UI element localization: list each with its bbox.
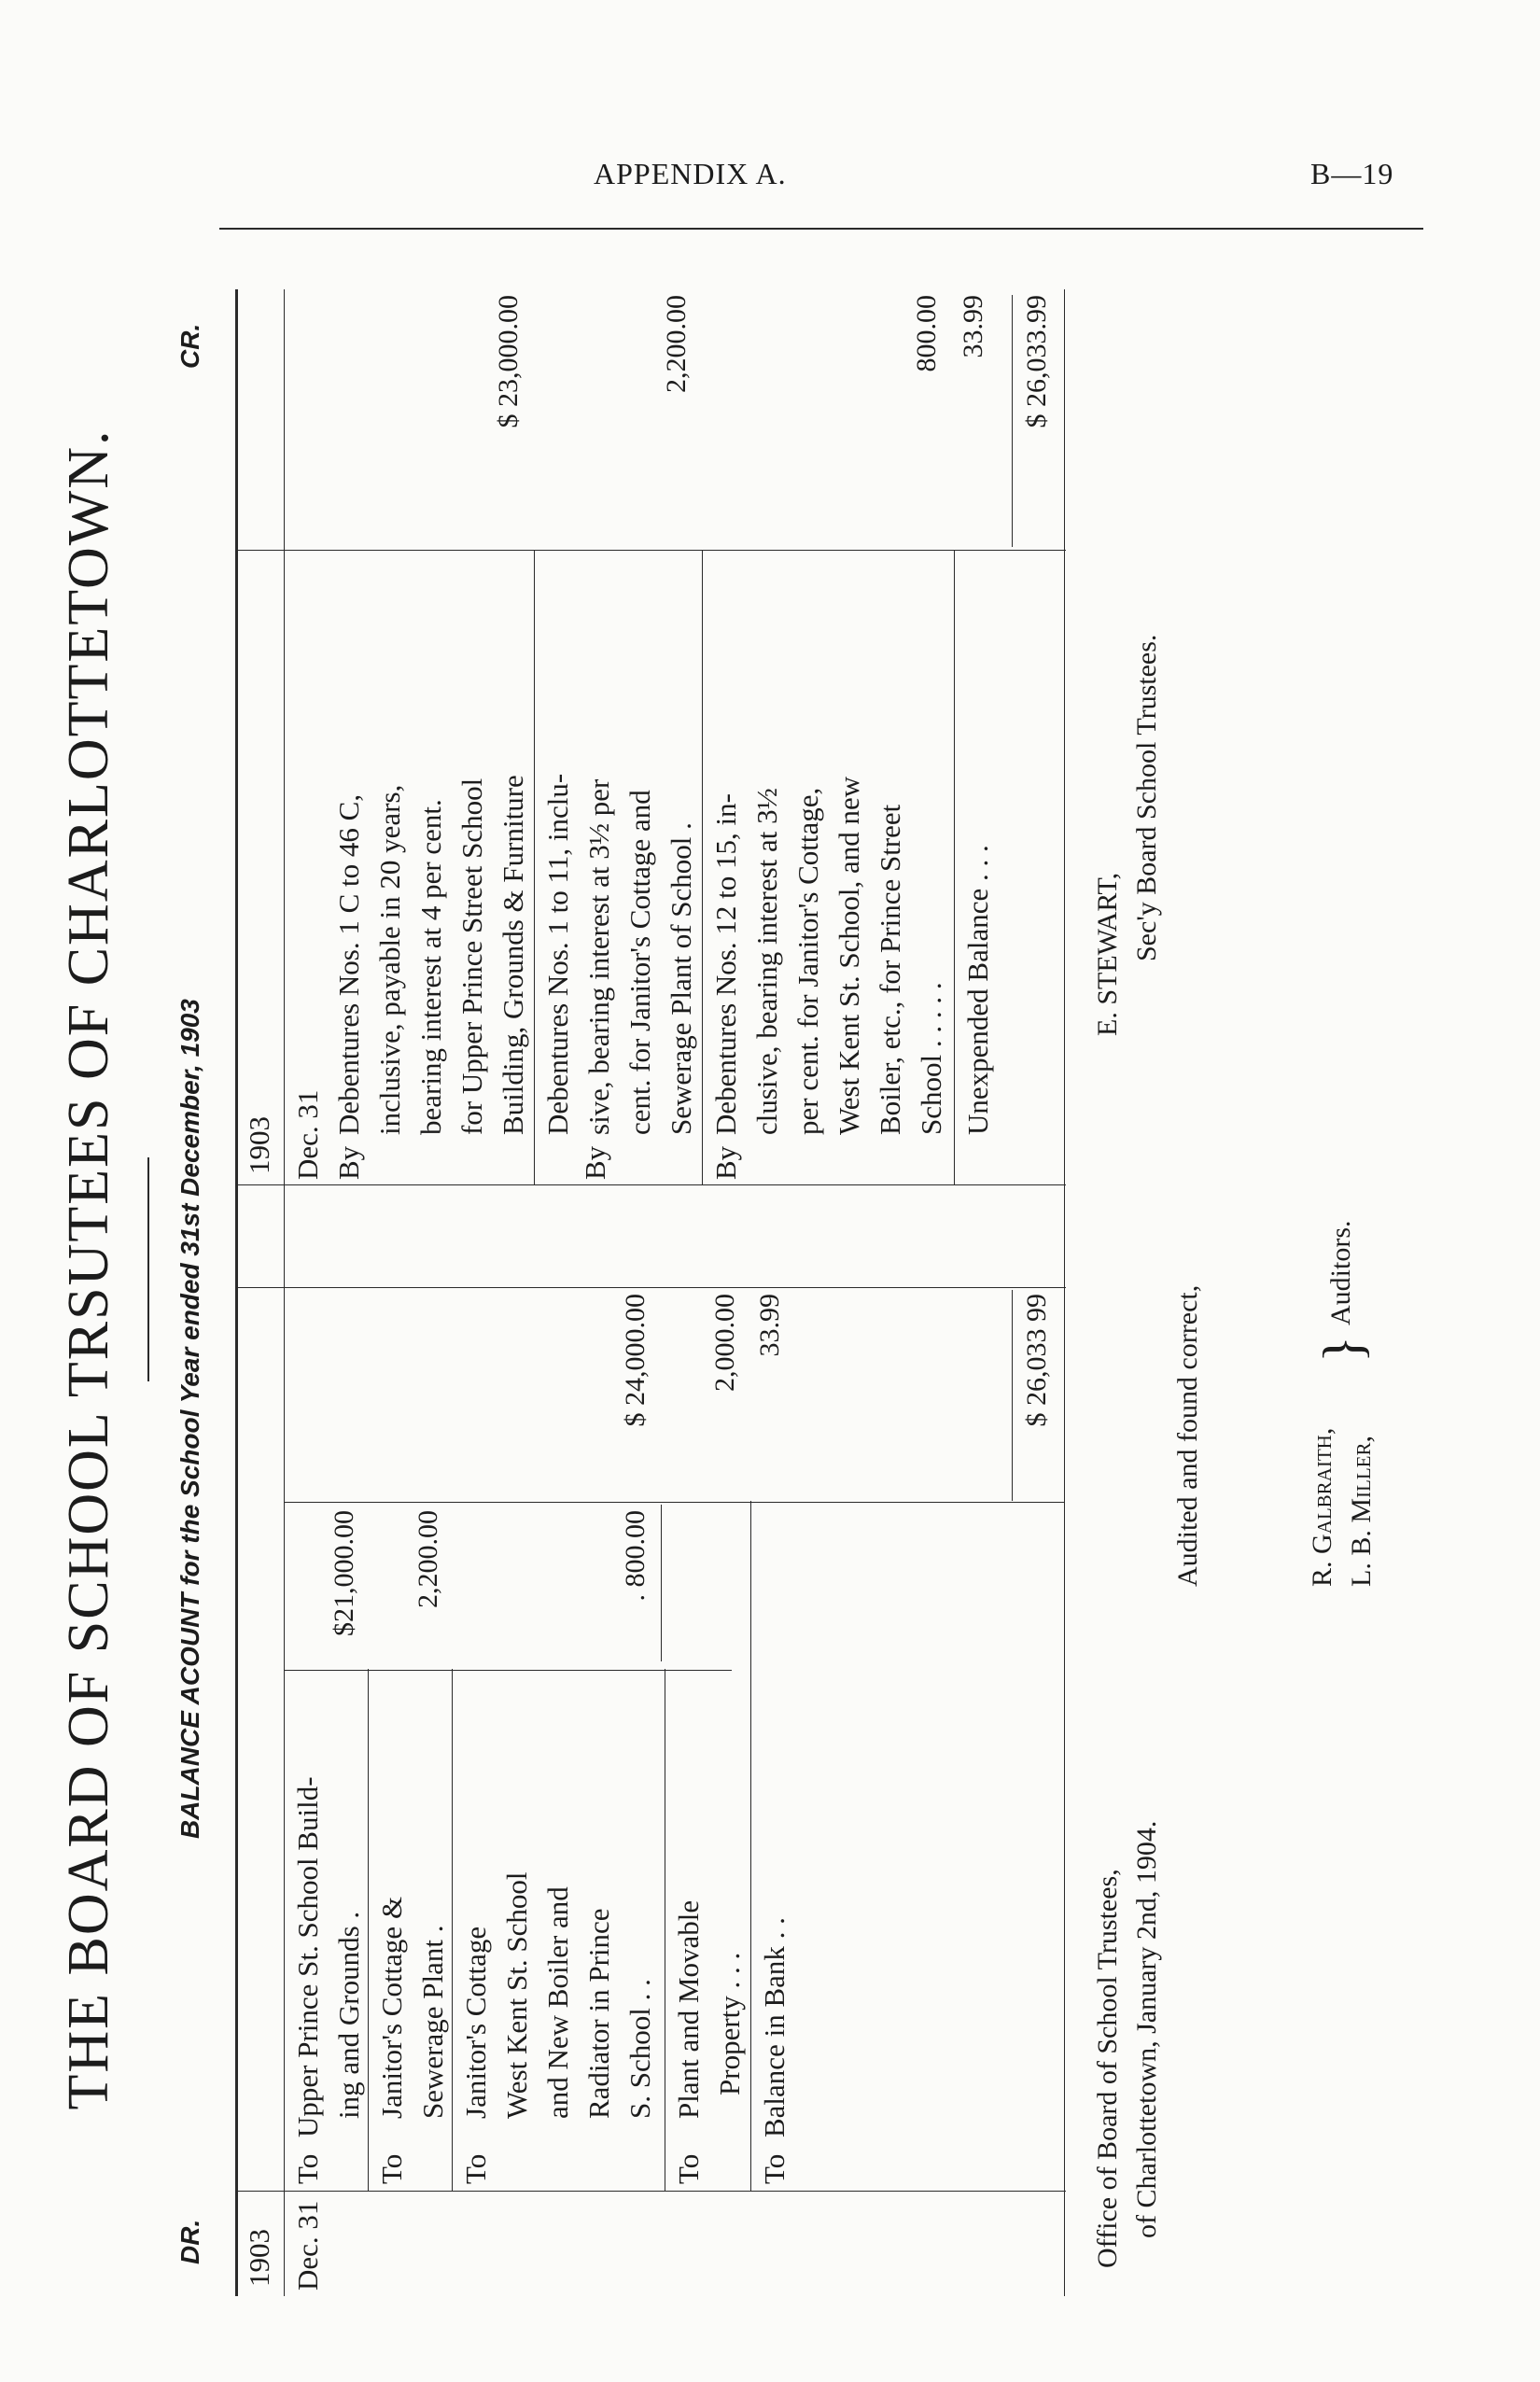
debit-entry-prefix: To <box>459 2153 492 2184</box>
center-col-rule <box>235 1287 1066 1288</box>
debit-inner-amount: $21,000.00 <box>329 1510 359 1636</box>
credit-entry-line: bearing interest at 4 per cent. <box>414 799 447 1135</box>
debit-entry-line: Upper Prince St. School Build- <box>291 1776 324 2137</box>
credit-entry-line: per cent. for Janitor's Cottage, <box>791 787 824 1135</box>
running-head-title: APPENDIX A. <box>594 157 787 190</box>
total-rule <box>1012 295 1013 547</box>
office-line-1: Office of Board of School Trustees, <box>1092 1869 1123 2268</box>
entry-divider <box>750 1501 751 2192</box>
entry-divider <box>368 1669 369 2192</box>
debit-year: 1903 <box>243 2229 275 2287</box>
subtotal-rule <box>661 1505 662 1661</box>
credit-entry-line: Debentures Nos. 12 to 15, in- <box>709 793 742 1135</box>
debit-entry-prefix: To <box>672 2153 705 2184</box>
credit-date-col-rule <box>235 1184 1066 1185</box>
credit-entry-line: Debentures Nos. 1 to 11, inclu- <box>541 773 574 1135</box>
title-divider <box>147 1157 149 1381</box>
auditors-block <box>1307 1064 1419 1587</box>
audited-note: Audited and found correct, <box>1172 1284 1203 1587</box>
entry-divider <box>452 1669 453 2192</box>
debit-entry-line: Janitor's Cottage <box>459 1926 492 2119</box>
credit-year: 1903 <box>243 1116 275 1174</box>
running-head-page: B—19 <box>1310 157 1394 190</box>
total-rule <box>1012 1290 1013 1501</box>
credit-entry-line: sive, bearing interest at 3½ per <box>582 778 615 1135</box>
debit-entry-line: Radiator in Prince <box>582 1908 615 2119</box>
office-line-2: of Charlottetown, January 2nd, 1904. <box>1131 1820 1162 2238</box>
entry-divider <box>534 551 535 1185</box>
page-title: THE BOARD OF SCHOOL TRSUTEES OF CHARLOTTETOWN. <box>57 428 120 2110</box>
credit-entry-line: clusive, bearing interest at 3½ <box>750 788 783 1135</box>
debit-date-col-rule <box>235 2191 1066 2192</box>
debit-entry-line: Plant and Movable <box>672 1899 705 2119</box>
debit-amount-col-rule <box>284 1502 1064 1503</box>
debit-entry-prefix: To <box>291 2153 324 2184</box>
running-head-rule <box>219 228 1423 230</box>
debit-entry-line: West Kent St. School <box>500 1871 533 2119</box>
table-bottom-rule <box>1064 289 1065 2296</box>
credit-entry-line: School . . . . . <box>915 982 947 1135</box>
entry-divider <box>954 551 955 1185</box>
credit-entry-line: inclusive, payable in 20 years, <box>373 784 406 1135</box>
credit-entry-line: Debentures Nos. 1 C to 46 C, <box>332 793 365 1135</box>
credit-amount: 33.99 <box>958 295 988 358</box>
credit-entry-line: Unexpended Balance . . . <box>961 845 994 1135</box>
credit-total: $ 26,033.99 <box>1021 295 1052 428</box>
debit-amount: 2,000.00 <box>709 1294 740 1392</box>
debit-entry-line: and New Boiler and <box>541 1886 574 2119</box>
credit-entry-line: for Upper Prince Street School <box>455 778 488 1135</box>
debit-entry-line: Balance in Bank . . <box>758 1917 791 2137</box>
debit-entry-line: Property . . . <box>713 1952 746 2095</box>
debit-entry-line: ing and Grounds . <box>332 1911 365 2119</box>
auditor-2: L. B. Miller, <box>1346 1436 1377 1587</box>
credit-entry-prefix: By <box>579 1145 611 1180</box>
signer-name: E. STEWART, <box>1092 872 1123 1036</box>
credit-amount: 2,200.00 <box>661 295 692 393</box>
debit-total: $ 26,033 99 <box>1021 1294 1052 1427</box>
cr-label: CR. <box>175 323 204 369</box>
debit-entry-prefix: To <box>758 2153 791 2184</box>
auditors-brace-icon: } <box>1312 1336 1374 1363</box>
entry-divider <box>702 551 703 1185</box>
rotated-page-content <box>56 233 1213 2305</box>
credit-entry-line: cent. for Janitor's Cottage and <box>623 790 656 1135</box>
debit-inner-amount: 2,200.00 <box>413 1510 443 1608</box>
auditors-label: Auditors. <box>1325 1220 1356 1325</box>
debit-inner-amount: . 800.00 <box>620 1510 651 1602</box>
credit-date: Dec. 31 <box>291 1089 324 1180</box>
credit-entry-line: Building, Grounds & Furniture <box>497 775 529 1135</box>
dr-label: DR. <box>175 2219 204 2264</box>
credit-entry-prefix: By <box>332 1145 365 1180</box>
account-subtitle: BALANCE ACOUNT for the School Year ended 31st December, 1903 <box>175 999 204 1839</box>
debit-entry-prefix: To <box>375 2153 408 2184</box>
debit-subtotal: $ 24,000.00 <box>620 1294 651 1427</box>
signer-title: Sec'y Board School Trustees. <box>1131 634 1162 961</box>
credit-entry-prefix: By <box>709 1145 742 1180</box>
credit-amount-col-rule <box>235 550 1066 551</box>
debit-entry-line: Sewerage Plant . <box>416 1925 449 2119</box>
auditor-1: R. Galbraith, <box>1307 1427 1337 1587</box>
debit-amount: 33.99 <box>754 1294 785 1357</box>
credit-amount: 800.00 <box>911 295 942 372</box>
table-header-rule <box>284 289 285 2296</box>
credit-entry-line: Boiler, etc., for Prince Street <box>874 804 906 1135</box>
debit-date: Dec. 31 <box>291 2200 324 2291</box>
credit-amount: $ 23,000.00 <box>493 295 524 428</box>
debit-entry-line: S. School . . <box>623 1979 656 2119</box>
credit-entry-line: Sewerage Plant of School . <box>665 822 697 1135</box>
debit-entry-line: Janitor's Cottage & <box>375 1896 408 2119</box>
credit-entry-line: West Kent St. School, and new <box>833 776 865 1135</box>
table-top-rule <box>235 289 238 2296</box>
